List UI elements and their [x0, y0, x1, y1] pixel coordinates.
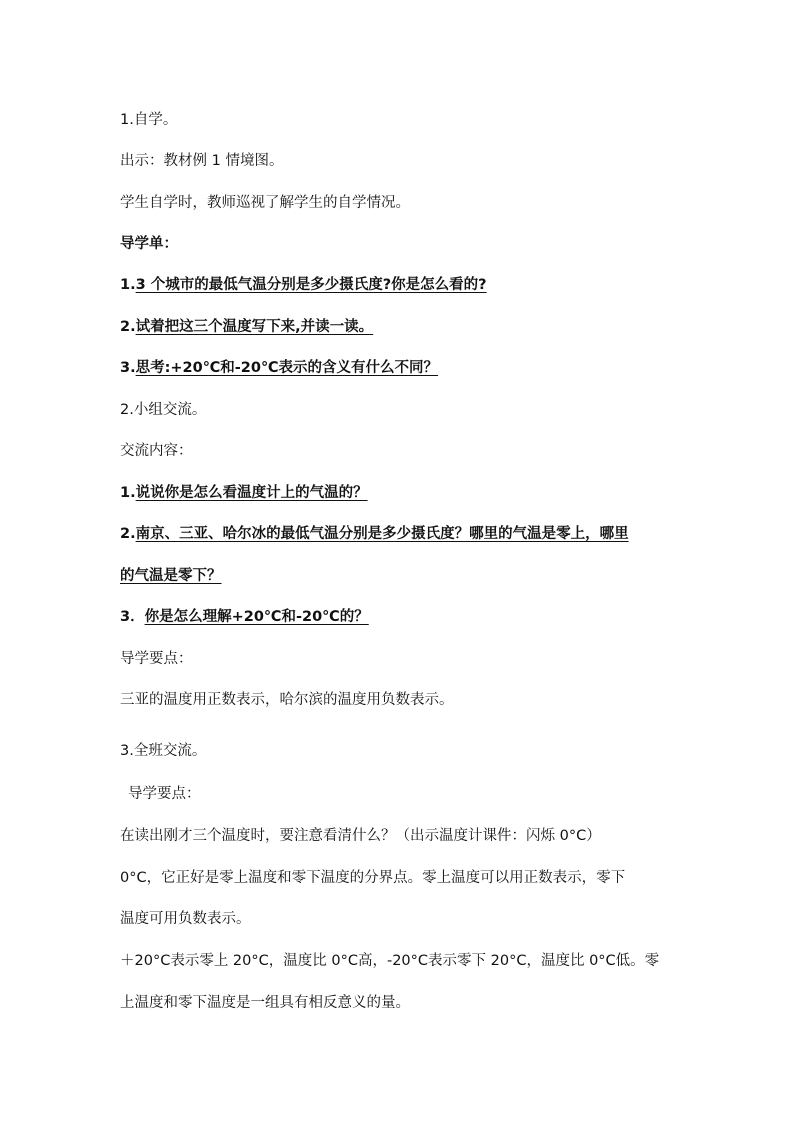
- show-textbook-line: 出示：教材例 1 情境图。: [120, 153, 284, 169]
- exchange-question-1: [120, 483, 368, 503]
- exchange-content-label: 交流内容：: [120, 443, 193, 459]
- exchange-question-3-text: 你是怎么理解+20℃和-20℃的？: [144, 609, 369, 625]
- exchange-question-1-number: 1.: [120, 485, 136, 501]
- step-1-heading: 1.自学。: [120, 112, 178, 128]
- step-2-heading: 2.小组交流。: [120, 402, 207, 418]
- guide-question-2-number: 2.: [120, 319, 136, 335]
- exchange-question-3: [120, 607, 369, 627]
- zero-degree-line-continued: 温度可用负数表示。: [120, 911, 251, 927]
- exchange-question-2-number: 2.: [120, 526, 136, 542]
- guide-question-3-number: 3.: [120, 360, 136, 376]
- exchange-question-2-text: 南京、三亚、哈尔冰的最低气温分别是多少摄氏度？哪里的气温是零上，哪里: [135, 526, 629, 542]
- key-points-label-1: 导学要点：: [120, 651, 193, 667]
- exchange-question-2-continued: 的气温是零下？: [120, 568, 222, 584]
- opposite-meaning-line-continued: 上温度和零下温度是一组具有相反意义的量。: [120, 995, 410, 1011]
- guide-question-1: [120, 275, 487, 295]
- guide-question-1-number: 1.: [120, 277, 136, 293]
- exchange-question-1-text: 说说你是怎么看温度计上的气温的？: [135, 485, 368, 501]
- guide-question-3-text: 思考:+20℃和-20℃表示的含义有什么不同？: [135, 360, 439, 376]
- guide-question-2-text: 试着把这三个温度写下来,并读一读。: [135, 319, 374, 335]
- exchange-question-2: [120, 524, 629, 544]
- key-points-text-1: 三亚的温度用正数表示，哈尔滨的温度用负数表示。: [120, 692, 454, 708]
- guide-question-2: [120, 317, 373, 337]
- guide-sheet-heading: 导学单：: [120, 236, 178, 252]
- guide-question-3: [120, 358, 438, 378]
- exchange-question-3-number: 3．: [120, 609, 145, 625]
- opposite-meaning-line: ＋20°C表示零上 20°C，温度比 0°C高，-20°C表示零下 20°C，温度比 0°C低。零: [120, 953, 660, 969]
- reading-attention-line: 在读出刚才三个温度时，要注意看清什么？（出示温度计课件：闪烁 0°C）: [120, 828, 601, 844]
- key-points-label-2: 导学要点：: [128, 786, 201, 802]
- self-study-line: 学生自学时，教师巡视了解学生的自学情况。: [120, 195, 410, 211]
- step-3-heading: 3.全班交流。: [120, 743, 207, 759]
- guide-question-1-text: 3 个城市的最低气温分别是多少摄氏度?你是怎么看的?: [135, 277, 487, 293]
- zero-degree-line: 0°C，它正好是零上温度和零下温度的分界点。零上温度可以用正数表示，零下: [120, 870, 626, 886]
